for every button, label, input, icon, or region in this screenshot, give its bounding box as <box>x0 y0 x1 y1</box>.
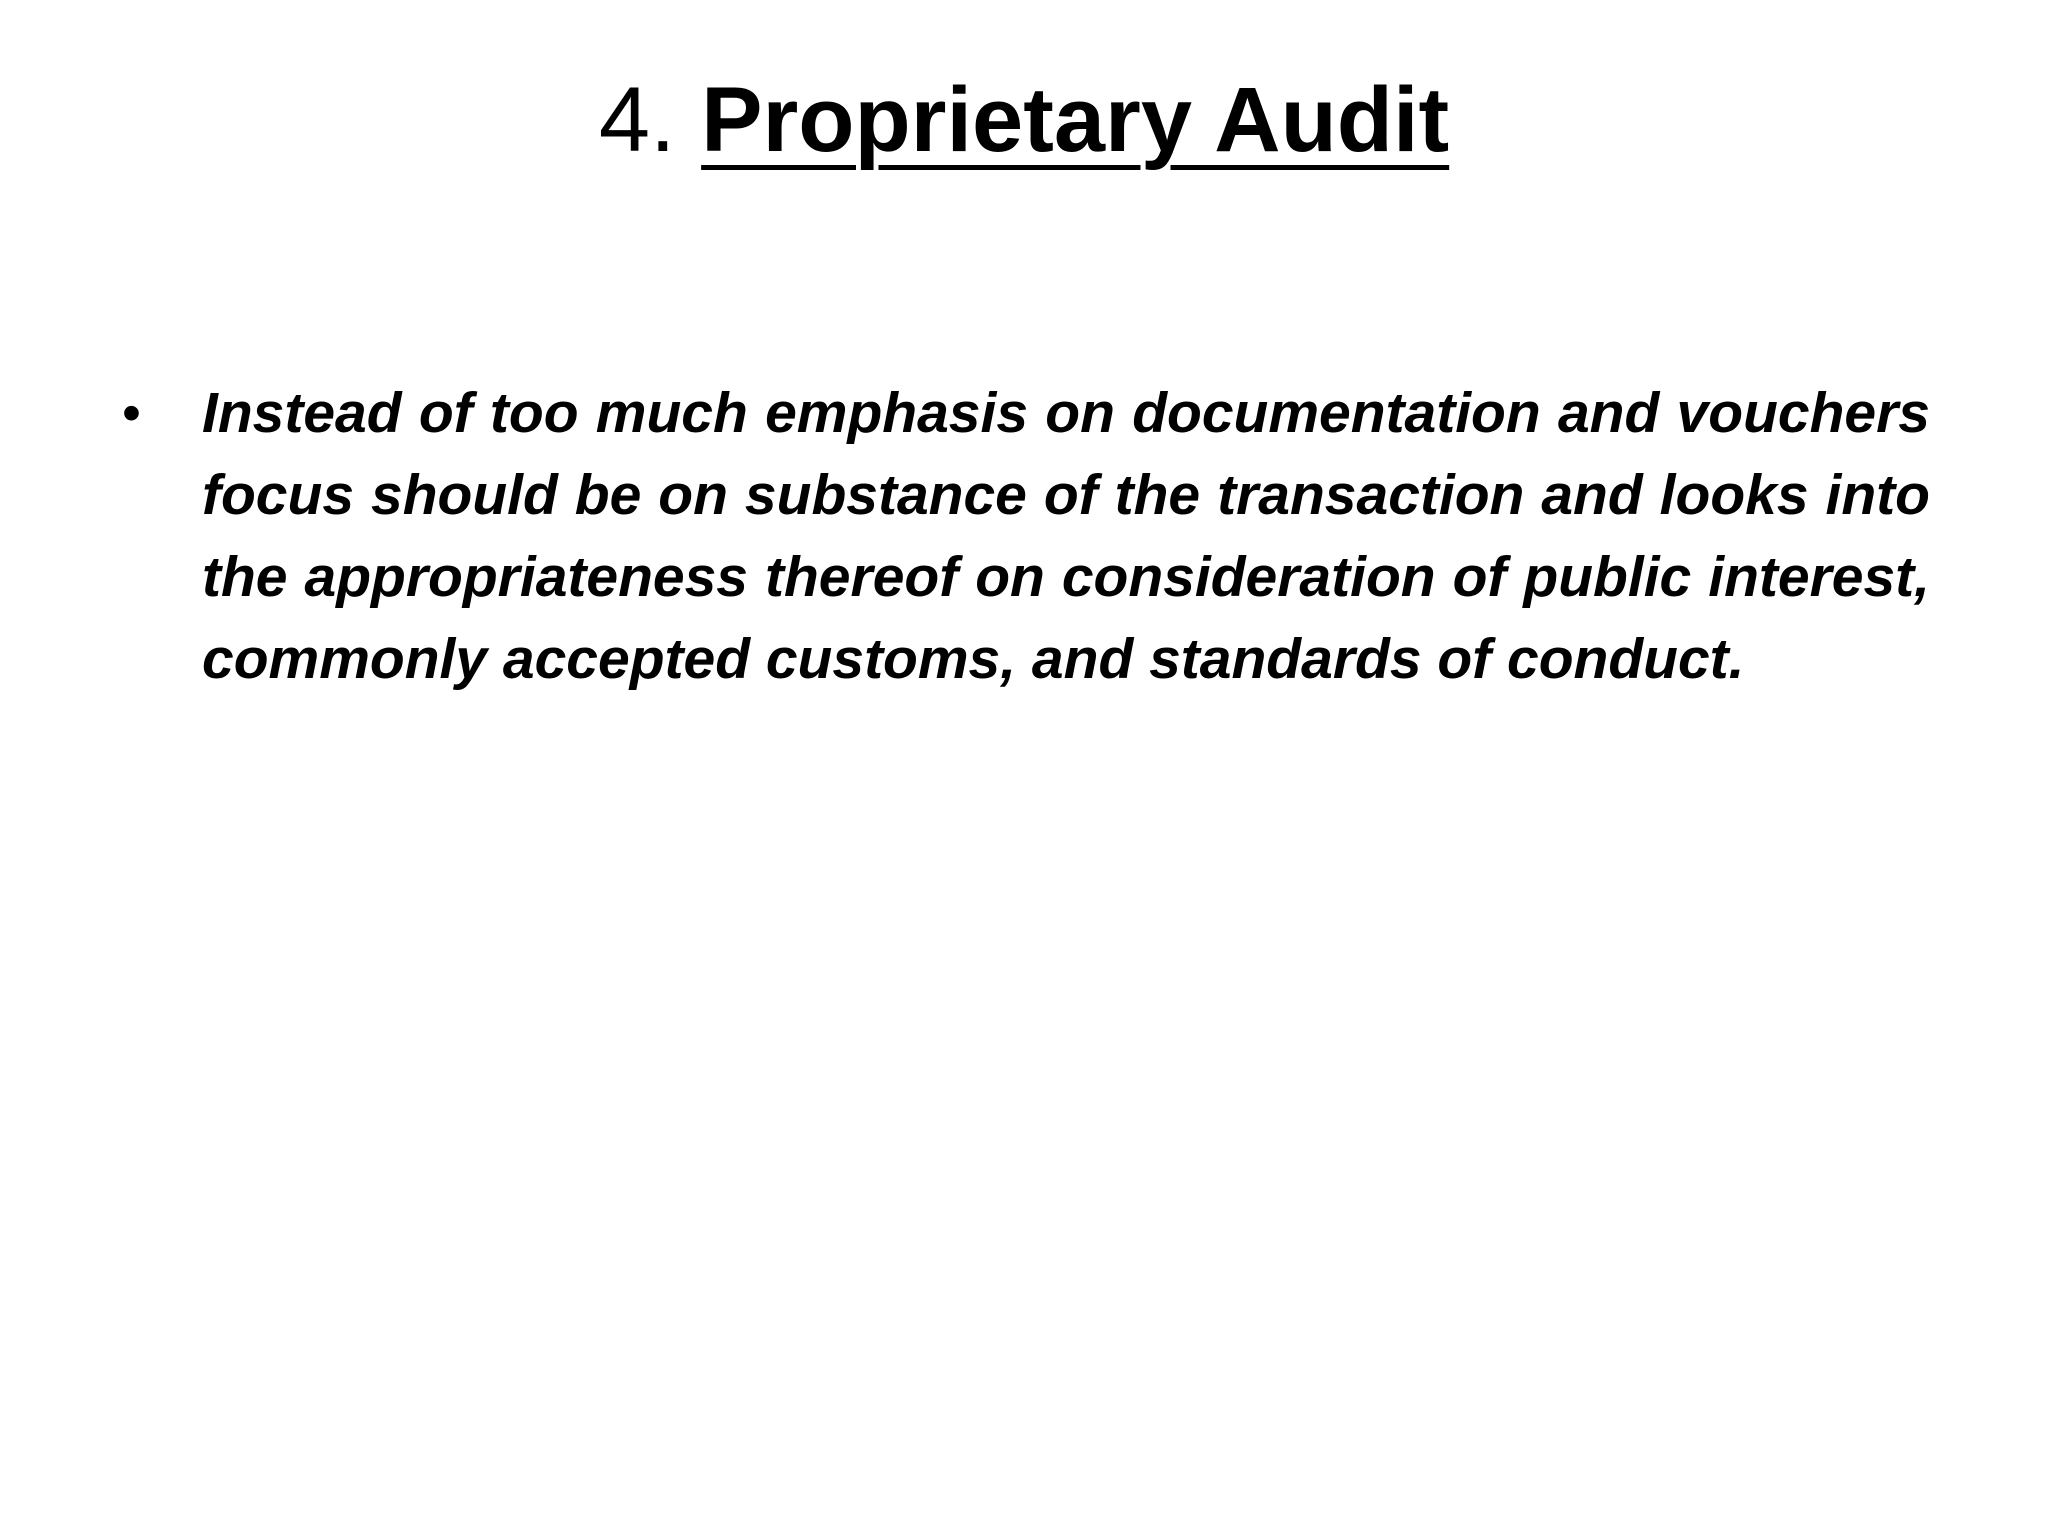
slide-title <box>0 60 2048 180</box>
bullet-marker: • <box>122 383 141 443</box>
title-number: 4. <box>598 69 676 171</box>
title-text: Proprietary Audit <box>701 69 1450 171</box>
bullet-text: Instead of too much emphasis on documentation and vouchers focus should be on substance of the transaction and looks into the appropriateness thereof on consideration of public interest, commonly accepted customs, and standards of conduct. <box>202 381 1930 691</box>
bullet-list <box>120 372 1930 700</box>
bullet-item <box>120 372 1930 700</box>
